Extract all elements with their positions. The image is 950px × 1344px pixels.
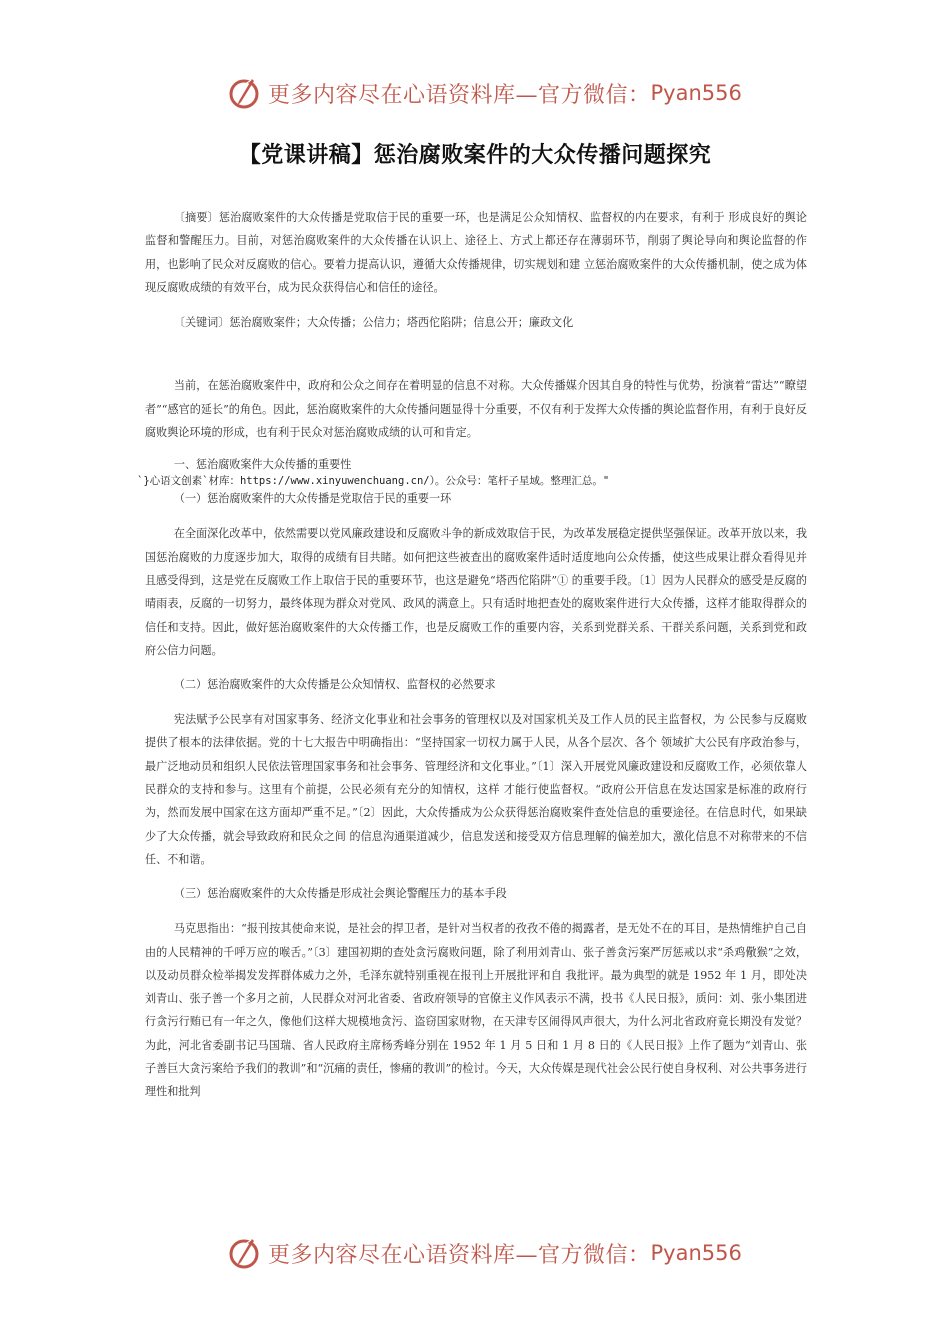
keywords-line: 〔关键词〕惩治腐败案件；大众传播；公信力；塔西佗陷阱；信息公开；廉政文化 [173, 316, 574, 330]
banner-text: 更多内容尽在心语资料库—官方微信： [268, 1242, 651, 1268]
subsection-heading-3: （三）惩治腐败案件的大众传播是形成社会舆论警醒压力的基本手段 [173, 887, 507, 901]
subsection-body-2: 宪法赋予公民享有对国家事务、经济文化事业和社会事务的管理权以及对国家机关及工作人员的民主监督权，为 公民参与反腐败提供了根本的法律依据。党的十七大报告中明确指出：“坚持国家一切权力属于人民，从各个层次、各个 领域扩大公民有序政治参与，最广泛地动员和组织人民依法管理国家事务和社会事务、管理经济和文化事业。”〔1〕深入开展党风廉政建设和反腐败工作，必须依靠人民群众的支持和参与。这里有个前提，公民必须有充分的知情权，这样 才能行使监督权。“政府公开信息在发达国家是标准的政府行为，然而发展中国家在这方面却严重不足。”〔2〕因此，大众传播成为公众获得惩治腐败案件查处信息的重要途径。在信息时代，如果缺少了大众传播，就会导致政府和民众之间 的信息沟通渠道减少，信息发送和接受双方信息理解的偏差加大，激化信息不对称带来的不信任、不和谐。 [145, 713, 807, 866]
subsection-heading-1: （一）惩治腐败案件的大众传播是党取信于民的重要一环 [173, 492, 452, 506]
banner-wechat-id: Pyan556 [650, 81, 742, 105]
banner-text: 更多内容尽在心语资料库—官方微信： [268, 82, 651, 108]
banner-wechat-id: Pyan556 [650, 1241, 742, 1265]
intro-paragraph: 当前，在惩治腐败案件中，政府和公众之间存在着明显的信息不对称。大众传播媒介因其自身的特性与优势，扮演着“雷达”“瞭望者”“感官的延长”的角色。因此，惩治腐败案件的大众传播问题显得十分重要，不仅有利于发挥大众传播的舆论监督作用，有利于良好反腐败舆论环境的形成，也有利于民众对惩治腐败成绩的认可和肯定。 [145, 379, 807, 440]
source-note: `}心语文创素`材库：https://www.xinyuwenchuang.cn/）。公众号：笔杆子星域。整理汇总。" [137, 475, 610, 488]
section-heading-1: 一、惩治腐败案件大众传播的重要性 [173, 458, 352, 472]
subsection-body-1: 在全面深化改革中，依然需要以党风廉政建设和反腐败斗争的新成效取信于民，为改革发展稳定提供坚强保证。改革开放以来，我国惩治腐败的力度逐步加大，取得的成绩有目共睹。如何把这些被查出的腐败案件适时适度地向公众传播，使这些成果让群众看得见并且感受得到，这是党在反腐败工作上取信于民的重要环节，也这是避免“塔西佗陷阱”① 的重要手段。〔1〕因为人民群众的感受是反腐的晴雨表，反腐的一切努力，最终体现为群众对党风、政风的满意上。只有适时地把查处的腐败案件进行大众传播，这样才能取得群众的信任和支持。因此，做好惩治腐败案件的大众传播工作，也是反腐败工作的重要内容，关系到党群关系、干群关系问题，关系到党和政府公信力问题。 [145, 527, 807, 657]
subsection-body-3: 马克思指出：“报刊按其使命来说，是社会的捍卫者，是针对当权者的孜孜不倦的揭露者，是无处不在的耳目，是热情维护自己自由的人民精神的千呼万应的喉舌。”〔3〕建国初期的查处贪污腐败问题，除了利用刘青山、张子善贪污案严厉惩戒以求“杀鸡儆猴”之效，以及动员群众检举揭发发挥群体威力之外，毛泽东就特别重视在报刊上开展批评和自 我批评。最为典型的就是 1952 年 1 月，即处决刘青山、张子善一个多月之前，人民群众对河北省委、省政府领导的官僚主义作风表示不满，投书《人民日报》，质问：刘、张小集团进行贪污行贿已有一年之久，像他们这样大规模地贪污、盗窃国家财物，在天津专区闹得风声很大，为什么河北省政府竟长期没有发觉？为此，河北省委副书记马国瑞、省人民政府主席杨秀峰分别在 1952 年 1 月 5 日和 1 月 8 日的《人民日报》上作了题为“刘青山、张子善巨大贪污案给予我们的教训”和“沉痛的责任，惨痛的教训”的检讨。今天，大众传媒是现代社会公民行使自身权利、对公共事务进行理性和批判 [145, 922, 807, 1099]
subsection-heading-2: （二）惩治腐败案件的大众传播是公众知情权、监督权的必然要求 [173, 678, 496, 692]
footer-banner [226, 1233, 746, 1273]
quill-pen-logo-icon [226, 1235, 262, 1271]
document-body [137, 206, 807, 1104]
quill-pen-logo-icon [226, 75, 262, 111]
abstract-paragraph: 〔摘要〕惩治腐败案件的大众传播是党取信于民的重要一环，也是满足公众知情权、监督权的内在要求，有利于 形成良好的舆论监督和警醒压力。目前，对惩治腐败案件的大众传播在认识上、途径上、方式上都还存在薄弱环节，削弱了舆论导向和舆论监督的作用，也影响了民众对反腐败的信心。要着力提高认识，遵循大众传播规律，切实规划和建 立惩治腐败案件的大众传播机制，使之成为体现反腐败成绩的有效平台，成为民众获得信心和信任的途径。 [145, 211, 807, 294]
header-banner [226, 73, 746, 113]
page-title: 【党课讲稿】惩治腐败案件的大众传播问题探究 [238, 143, 712, 168]
